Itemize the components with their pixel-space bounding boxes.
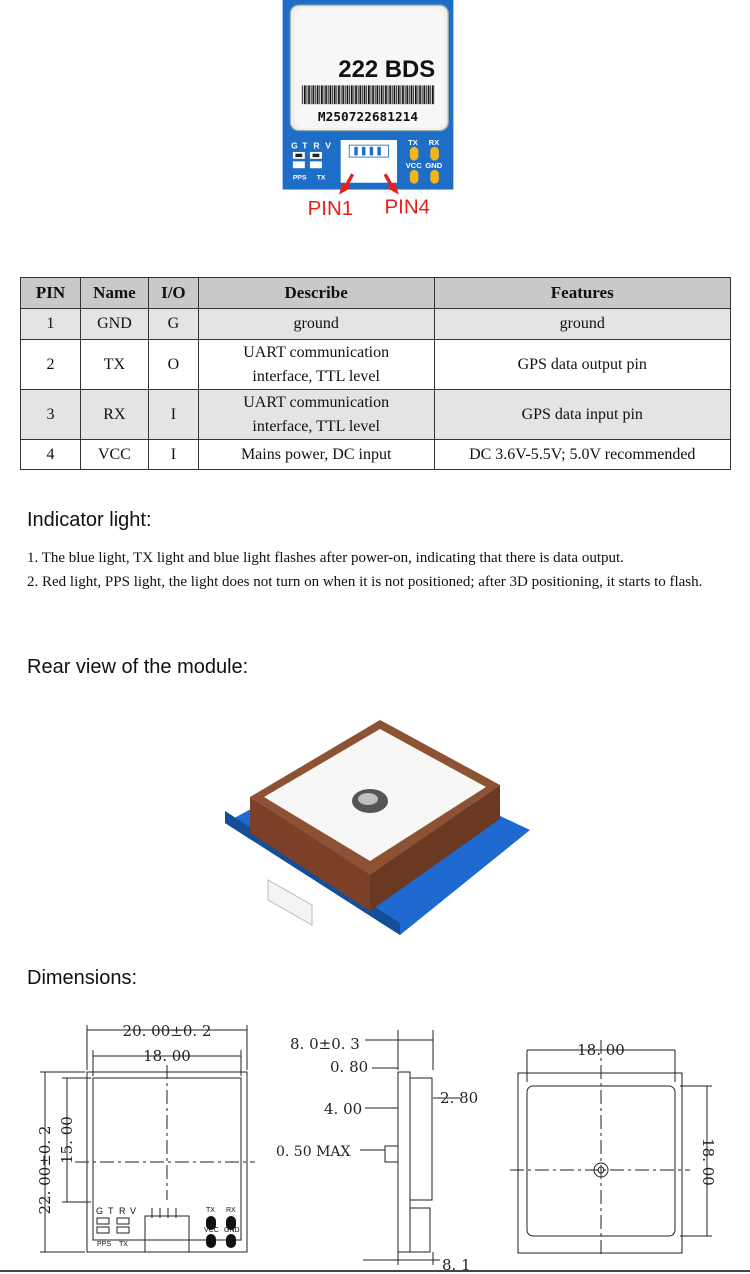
module-serial: M250722681214 bbox=[317, 110, 419, 126]
cell-io: G bbox=[148, 309, 198, 340]
cell-describe: Mains power, DC input bbox=[198, 440, 434, 470]
dim-inner-width: 18. 00 bbox=[143, 1047, 191, 1065]
cell-io: I bbox=[148, 440, 198, 470]
cell-features: ground bbox=[434, 309, 731, 340]
cell-features: DC 3.6V-5.5V; 5.0V recommended bbox=[434, 440, 731, 470]
describe-line-2: interface, TTL level bbox=[252, 367, 380, 385]
dim-outer-width: 20. 00±0. 2 bbox=[122, 1022, 212, 1040]
indicator-line-2: 2. Red light, PPS light, the light does not turn on when it is not positioned; after 3D positioning, it starts to flash. bbox=[27, 574, 703, 590]
pad-label-tx: TX bbox=[408, 138, 418, 148]
indicator-line-1: 1. The blue light, TX light and blue light flashes after power-on, indicating that there is data output. bbox=[27, 550, 624, 566]
dimension-drawing bbox=[0, 1020, 750, 1270]
describe-line-1: UART communication bbox=[243, 393, 390, 411]
bottom-divider bbox=[0, 1270, 750, 1272]
cell-features: GPS data input pin bbox=[434, 390, 731, 440]
pin-label-v: V bbox=[325, 140, 331, 151]
dim-thickness: 8. 0±0. 3 bbox=[290, 1035, 360, 1053]
describe-line-1: UART communication bbox=[243, 343, 390, 361]
cell-pin: 2 bbox=[21, 340, 81, 390]
front-pin-v: V bbox=[130, 1206, 137, 1216]
front-pad-tx: TX bbox=[206, 1207, 215, 1214]
led-label-tx: TX bbox=[316, 174, 326, 182]
indicator-title: Indicator light: bbox=[27, 509, 152, 531]
dim-side-2: 4. 00 bbox=[324, 1100, 363, 1118]
header-features: Features bbox=[434, 278, 731, 309]
front-led-tx: TX bbox=[119, 1241, 128, 1248]
cell-describe: ground bbox=[198, 309, 434, 340]
header-describe: Describe bbox=[198, 278, 434, 309]
pin-label-g: G bbox=[291, 140, 298, 151]
dim-back-height: 18. 00 bbox=[699, 1138, 717, 1186]
cell-io: I bbox=[148, 390, 198, 440]
module-top-view bbox=[268, 0, 468, 222]
pin-table bbox=[20, 277, 731, 470]
cell-name: GND bbox=[80, 309, 148, 340]
cell-io: O bbox=[148, 340, 198, 390]
table-header-row bbox=[21, 278, 731, 309]
dim-back-width: 18. 00 bbox=[577, 1041, 625, 1059]
cell-pin: 4 bbox=[21, 440, 81, 470]
table-row bbox=[21, 390, 731, 440]
header-io: I/O bbox=[148, 278, 198, 309]
describe-line-2: interface, TTL level bbox=[252, 417, 380, 435]
pad-label-vcc: VCC bbox=[405, 161, 422, 171]
pad-label-rx: RX bbox=[428, 138, 440, 148]
pin-label-r: R bbox=[313, 140, 320, 151]
led-label-pps: PPS bbox=[292, 174, 307, 182]
pin4-label: PIN4 bbox=[384, 195, 431, 219]
header-pin: PIN bbox=[21, 278, 81, 309]
cell-name: RX bbox=[80, 390, 148, 440]
front-pad-rx: RX bbox=[226, 1207, 236, 1214]
cell-features: GPS data output pin bbox=[434, 340, 731, 390]
table-row bbox=[21, 340, 731, 390]
dim-side-5: 8. 1 bbox=[442, 1256, 471, 1270]
module-model: 222 BDS bbox=[338, 55, 436, 83]
cell-name: TX bbox=[80, 340, 148, 390]
pin-label-t: T bbox=[302, 140, 308, 151]
dim-inner-height: 15. 00 bbox=[58, 1116, 76, 1164]
cell-pin: 3 bbox=[21, 390, 81, 440]
rear-title: Rear view of the module: bbox=[27, 656, 249, 678]
front-pin-g: G bbox=[96, 1206, 104, 1216]
dim-side-4: 0. 50 MAX bbox=[276, 1144, 351, 1160]
front-pad-vcc: VCC bbox=[204, 1227, 219, 1234]
cell-describe bbox=[198, 340, 434, 390]
module-rear-photo bbox=[220, 715, 540, 940]
header-name: Name bbox=[80, 278, 148, 309]
front-led-pps: PPS bbox=[97, 1241, 112, 1248]
dim-side-1: 0. 80 bbox=[330, 1058, 369, 1076]
pin1-label: PIN1 bbox=[307, 197, 354, 221]
cell-describe bbox=[198, 390, 434, 440]
dim-outer-height: 22. 00±0. 2 bbox=[36, 1125, 54, 1215]
dim-side-3: 2. 80 bbox=[440, 1089, 479, 1107]
front-pad-gnd: GND bbox=[224, 1227, 240, 1234]
cell-pin: 1 bbox=[21, 309, 81, 340]
pad-label-gnd: GND bbox=[425, 161, 443, 171]
dimensions-title: Dimensions: bbox=[27, 967, 138, 989]
front-pin-r: R bbox=[119, 1206, 126, 1216]
cell-name: VCC bbox=[80, 440, 148, 470]
front-pin-t: T bbox=[108, 1206, 114, 1216]
table-row bbox=[21, 440, 731, 470]
table-row bbox=[21, 309, 731, 340]
barcode bbox=[301, 85, 434, 104]
